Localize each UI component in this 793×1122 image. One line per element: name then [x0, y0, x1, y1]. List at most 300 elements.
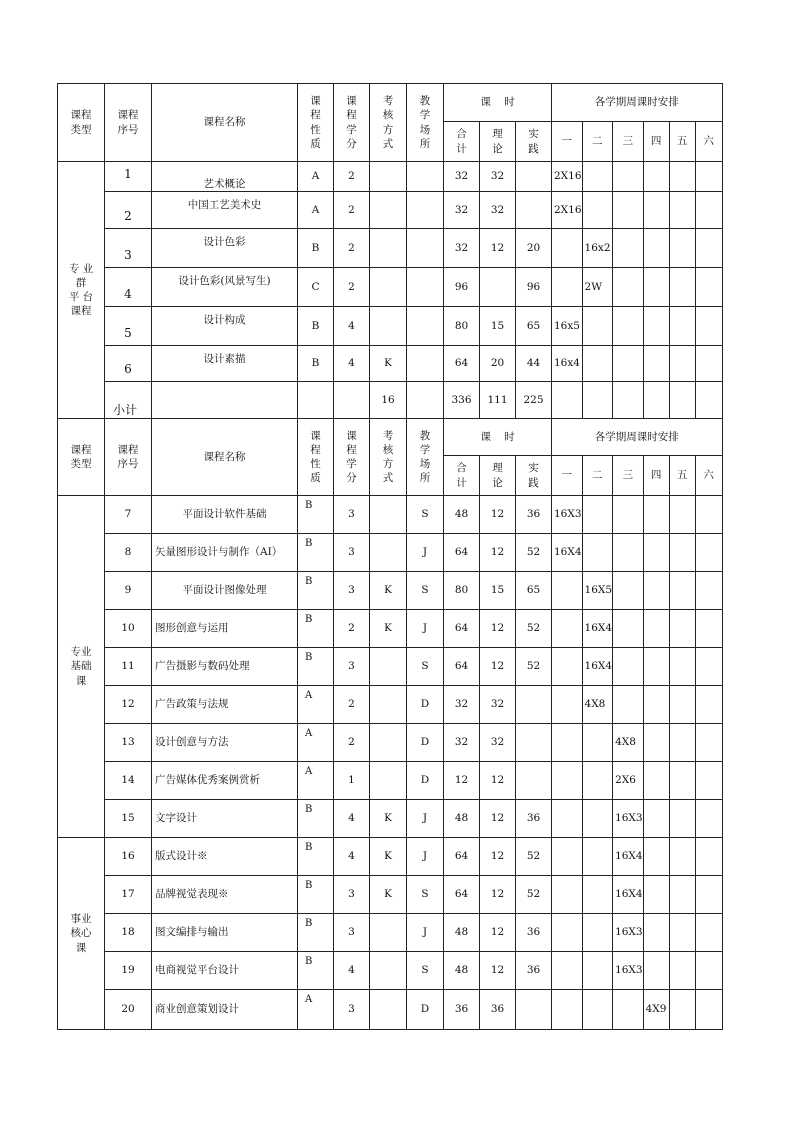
cell-nature [298, 534, 334, 572]
cell-hours-total: 48 [444, 952, 480, 990]
cell-term [582, 724, 613, 762]
cell-hours-total: 12 [444, 762, 480, 800]
cell-term [643, 610, 669, 648]
cell-venue [407, 229, 444, 268]
cell-term [643, 534, 669, 572]
cell-seq: 4 [105, 268, 152, 307]
cell-hours-total: 64 [444, 648, 480, 686]
cell-term [643, 762, 669, 800]
cell-hours-theory: 12 [480, 952, 516, 990]
cell-term [669, 914, 695, 952]
cell-term: 2X16 [552, 162, 583, 192]
header-type: 课程 类型 [58, 419, 105, 496]
cell-nature [298, 762, 334, 800]
cell-term [643, 914, 669, 952]
cell-term [552, 572, 583, 610]
cell-term [695, 572, 722, 610]
cell-exam: K [370, 876, 407, 914]
cell-term [552, 838, 583, 876]
cell-term [669, 724, 695, 762]
cell-exam [370, 914, 407, 952]
header-exam: 考 核 方 式 [370, 419, 407, 496]
cell-hours-theory: 12 [480, 229, 516, 268]
cell-hours-total: 64 [444, 838, 480, 876]
cell-term: 2X6 [613, 762, 644, 800]
cell-seq: 1 [105, 162, 152, 192]
header-term: 一 [552, 122, 583, 162]
cell-term [582, 534, 613, 572]
category-core-courses: 事业 核心 课 [58, 838, 105, 1030]
cell-venue: S [407, 572, 444, 610]
header-name: 课程名称 [152, 84, 298, 162]
cell-term [552, 876, 583, 914]
header-semesters: 各学期周课时安排 [552, 419, 723, 456]
header-seq: 课程 序号 [105, 419, 152, 496]
header-type: 课程 类型 [58, 84, 105, 162]
cell-exam: K [370, 346, 407, 382]
cell-term [582, 307, 613, 346]
cell-venue: S [407, 496, 444, 534]
cell-term [695, 610, 722, 648]
cell-venue: J [407, 838, 444, 876]
cell-credit: 2 [334, 610, 370, 648]
cell-seq: 3 [105, 229, 152, 268]
cell-term [669, 952, 695, 990]
cell-term [613, 192, 644, 229]
cell-hours-total: 48 [444, 496, 480, 534]
cell-credit: 3 [334, 572, 370, 610]
subtotal-hours-theory: 111 [480, 382, 516, 419]
subtotal-term-empty [613, 382, 644, 419]
cell-hours-theory: 15 [480, 572, 516, 610]
cell-hours-practice [516, 990, 552, 1030]
nature-mark: B [305, 918, 313, 929]
cell-hours-total: 64 [444, 346, 480, 382]
cell-seq: 16 [105, 838, 152, 876]
cell-term [582, 800, 613, 838]
cell-term: 16X4 [582, 610, 613, 648]
cell-credit: 4 [334, 346, 370, 382]
cell-course-name: 中国工艺美术史 [152, 192, 298, 229]
cell-seq: 13 [105, 724, 152, 762]
cell-hours-practice [516, 686, 552, 724]
header-seq: 课程 序号 [105, 84, 152, 162]
table-row [58, 800, 723, 838]
cell-nature: C [298, 268, 334, 307]
cell-course-name: 文字设计 [152, 800, 298, 838]
cell-seq: 7 [105, 496, 152, 534]
cell-term [695, 876, 722, 914]
cell-seq: 2 [105, 192, 152, 229]
cell-hours-practice [516, 192, 552, 229]
cell-seq: 12 [105, 686, 152, 724]
header-hours: 课 时 [444, 84, 552, 122]
cell-nature: B [298, 229, 334, 268]
cell-credit: 2 [334, 162, 370, 192]
cell-hours-theory: 36 [480, 990, 516, 1030]
cell-term: 16X3 [613, 914, 644, 952]
cell-term: 16X4 [613, 876, 644, 914]
table-row [58, 534, 723, 572]
nature-mark: B [305, 538, 313, 549]
cell-nature [298, 648, 334, 686]
cell-exam [370, 686, 407, 724]
cell-exam [370, 268, 407, 307]
cell-term [613, 572, 644, 610]
cell-nature [298, 724, 334, 762]
cell-term: 4X8 [582, 686, 613, 724]
cell-term [582, 838, 613, 876]
cell-hours-practice: 52 [516, 534, 552, 572]
cell-exam [370, 192, 407, 229]
cell-term [582, 192, 613, 229]
subtotal-hours-total: 336 [444, 382, 480, 419]
cell-seq: 10 [105, 610, 152, 648]
cell-hours-theory: 12 [480, 762, 516, 800]
cell-hours-total: 80 [444, 572, 480, 610]
cell-term [695, 952, 722, 990]
cell-term [695, 800, 722, 838]
cell-course-name: 图文编排与输出 [152, 914, 298, 952]
cell-exam [370, 307, 407, 346]
header-venue: 教 学 场 所 [407, 84, 444, 162]
header-hours-total: 合 计 [444, 122, 480, 162]
table-row [58, 572, 723, 610]
subtotal-row [58, 382, 723, 419]
cell-seq: 11 [105, 648, 152, 686]
cell-hours-theory: 32 [480, 192, 516, 229]
cell-hours-theory: 12 [480, 648, 516, 686]
cell-term [643, 876, 669, 914]
cell-term [643, 162, 669, 192]
cell-term [669, 610, 695, 648]
cell-hours-practice: 96 [516, 268, 552, 307]
table-row [58, 496, 723, 534]
header-hours-theory: 理 论 [480, 456, 516, 496]
cell-term [695, 914, 722, 952]
cell-credit: 2 [334, 229, 370, 268]
cell-nature: A [298, 192, 334, 229]
subtotal-term-empty [552, 382, 583, 419]
cell-credit: 3 [334, 990, 370, 1030]
cell-term [643, 346, 669, 382]
cell-exam [370, 496, 407, 534]
cell-term [613, 686, 644, 724]
nature-mark: B [305, 804, 313, 815]
cell-term [695, 838, 722, 876]
cell-venue [407, 192, 444, 229]
cell-hours-total: 64 [444, 610, 480, 648]
header-hours-total: 合 计 [444, 456, 480, 496]
cell-term [582, 162, 613, 192]
cell-nature: A [298, 162, 334, 192]
table-row [58, 307, 723, 346]
cell-course-name: 艺术概论 [152, 162, 298, 192]
cell-term [669, 648, 695, 686]
header-venue: 教 学 场 所 [407, 419, 444, 496]
cell-term [669, 268, 695, 307]
cell-term [643, 572, 669, 610]
cell-exam [370, 229, 407, 268]
cell-hours-theory: 12 [480, 838, 516, 876]
nature-mark: B [305, 842, 313, 853]
cell-term [695, 762, 722, 800]
cell-term [613, 346, 644, 382]
cell-course-name: 广告摄影与数码处理 [152, 648, 298, 686]
cell-exam: K [370, 610, 407, 648]
cell-venue: D [407, 990, 444, 1030]
table-row [58, 192, 723, 229]
cell-seq: 19 [105, 952, 152, 990]
cell-term [552, 268, 583, 307]
cell-term [643, 838, 669, 876]
cell-term [613, 229, 644, 268]
header-hours-practice: 实 践 [516, 456, 552, 496]
cell-term [669, 229, 695, 268]
cell-hours-practice: 52 [516, 838, 552, 876]
cell-term [695, 724, 722, 762]
subtotal-term-empty [669, 382, 695, 419]
cell-term [695, 534, 722, 572]
cell-nature [298, 838, 334, 876]
cell-nature [298, 800, 334, 838]
cell-credit: 2 [334, 192, 370, 229]
cell-hours-total: 36 [444, 990, 480, 1030]
cell-term: 16X4 [613, 838, 644, 876]
cell-term [695, 496, 722, 534]
cell-nature [298, 686, 334, 724]
cell-term [669, 686, 695, 724]
cell-seq: 9 [105, 572, 152, 610]
header-nature: 课 程 性 质 [298, 84, 334, 162]
cell-term: 16X3 [613, 800, 644, 838]
cell-seq: 8 [105, 534, 152, 572]
cell-credit: 1 [334, 762, 370, 800]
cell-term [552, 610, 583, 648]
cell-nature [298, 610, 334, 648]
header-term: 六 [695, 456, 722, 496]
cell-term [552, 914, 583, 952]
cell-credit: 4 [334, 800, 370, 838]
header-credit: 课 程 学 分 [334, 419, 370, 496]
table-row [58, 952, 723, 990]
header-nature: 课 程 性 质 [298, 419, 334, 496]
cell-hours-practice [516, 724, 552, 762]
cell-venue [407, 307, 444, 346]
cell-hours-practice: 52 [516, 876, 552, 914]
cell-term: 16x2 [582, 229, 613, 268]
header-hours-practice: 实 践 [516, 122, 552, 162]
cell-term [643, 686, 669, 724]
subtotal-term-empty [582, 382, 613, 419]
cell-venue: J [407, 800, 444, 838]
cell-term: 16X3 [613, 952, 644, 990]
cell-term [669, 876, 695, 914]
cell-term [695, 162, 722, 192]
cell-hours-practice: 36 [516, 800, 552, 838]
cell-course-name: 广告政策与法规 [152, 686, 298, 724]
cell-hours-total: 80 [444, 307, 480, 346]
cell-hours-total: 32 [444, 162, 480, 192]
header-term: 六 [695, 122, 722, 162]
cell-term [669, 800, 695, 838]
table-body [58, 84, 723, 1030]
cell-nature: B [298, 307, 334, 346]
cell-exam [370, 162, 407, 192]
cell-term [695, 686, 722, 724]
cell-hours-total: 48 [444, 914, 480, 952]
cell-hours-theory: 12 [480, 496, 516, 534]
cell-term [582, 762, 613, 800]
cell-seq: 17 [105, 876, 152, 914]
cell-credit: 2 [334, 686, 370, 724]
cell-hours-theory: 12 [480, 610, 516, 648]
table-row [58, 838, 723, 876]
cell-term [669, 162, 695, 192]
subtotal-nature-empty [298, 382, 334, 419]
header-row [58, 84, 723, 122]
cell-course-name: 图形创意与运用 [152, 610, 298, 648]
cell-course-name: 广告媒体优秀案例赏析 [152, 762, 298, 800]
cell-credit: 4 [334, 307, 370, 346]
header-exam: 考 核 方 式 [370, 84, 407, 162]
cell-term [613, 307, 644, 346]
nature-mark: B [305, 614, 313, 625]
cell-course-name: 设计创意与方法 [152, 724, 298, 762]
cell-venue [407, 346, 444, 382]
nature-mark: B [305, 652, 313, 663]
cell-term [613, 990, 644, 1030]
cell-term [695, 346, 722, 382]
nature-mark: A [305, 766, 313, 777]
nature-mark: B [305, 956, 313, 967]
table-row [58, 610, 723, 648]
cell-nature [298, 876, 334, 914]
header-term: 一 [552, 456, 583, 496]
header-credit: 课 程 学 分 [334, 84, 370, 162]
header-term: 二 [582, 456, 613, 496]
cell-hours-total: 96 [444, 268, 480, 307]
cell-course-name: 平面设计软件基础 [152, 496, 298, 534]
header-term: 三 [613, 122, 644, 162]
header-hours: 课 时 [444, 419, 552, 456]
table-row [58, 648, 723, 686]
subtotal-credit: 16 [370, 382, 407, 419]
cell-term [552, 990, 583, 1030]
cell-hours-theory: 12 [480, 800, 516, 838]
cell-term [552, 952, 583, 990]
cell-nature [298, 572, 334, 610]
cell-credit: 4 [334, 838, 370, 876]
subtotal-venue-empty [407, 382, 444, 419]
cell-term [695, 990, 722, 1030]
cell-term [669, 496, 695, 534]
cell-seq: 6 [105, 346, 152, 382]
cell-nature: B [298, 346, 334, 382]
cell-credit: 4 [334, 952, 370, 990]
cell-hours-total: 64 [444, 876, 480, 914]
cell-venue [407, 268, 444, 307]
table-row [58, 914, 723, 952]
cell-exam [370, 952, 407, 990]
cell-term [613, 162, 644, 192]
cell-venue: J [407, 610, 444, 648]
cell-hours-practice: 20 [516, 229, 552, 268]
header-term: 二 [582, 122, 613, 162]
cell-nature [298, 496, 334, 534]
cell-hours-theory: 12 [480, 914, 516, 952]
cell-term [643, 192, 669, 229]
table-row [58, 762, 723, 800]
cell-seq: 18 [105, 914, 152, 952]
cell-term [669, 307, 695, 346]
cell-hours-theory: 32 [480, 724, 516, 762]
cell-credit: 3 [334, 648, 370, 686]
cell-venue: D [407, 724, 444, 762]
cell-term [643, 648, 669, 686]
cell-term [643, 952, 669, 990]
cell-term [643, 307, 669, 346]
cell-hours-practice: 44 [516, 346, 552, 382]
cell-term [643, 496, 669, 534]
nature-mark: B [305, 500, 313, 511]
cell-exam: K [370, 838, 407, 876]
cell-nature [298, 914, 334, 952]
cell-term [669, 346, 695, 382]
cell-term [582, 952, 613, 990]
nature-mark: A [305, 690, 313, 701]
cell-exam [370, 648, 407, 686]
cell-exam: K [370, 800, 407, 838]
cell-term: 2X16 [552, 192, 583, 229]
cell-course-name: 设计色彩 [152, 229, 298, 268]
cell-hours-practice [516, 162, 552, 192]
cell-term [552, 724, 583, 762]
cell-term [552, 229, 583, 268]
cell-term [669, 838, 695, 876]
cell-hours-theory: 15 [480, 307, 516, 346]
cell-hours-theory: 12 [480, 534, 516, 572]
cell-credit: 2 [334, 268, 370, 307]
cell-hours-theory: 12 [480, 876, 516, 914]
table-row [58, 346, 723, 382]
cell-venue: S [407, 648, 444, 686]
cell-course-name: 商业创意策划设计 [152, 990, 298, 1030]
header-term: 四 [643, 122, 669, 162]
table-row [58, 724, 723, 762]
nature-mark: B [305, 880, 313, 891]
header-term: 五 [669, 122, 695, 162]
cell-term [669, 572, 695, 610]
cell-course-name: 品牌视觉表现※ [152, 876, 298, 914]
cell-term [695, 268, 722, 307]
cell-hours-practice: 52 [516, 610, 552, 648]
cell-credit: 3 [334, 914, 370, 952]
cell-term [613, 534, 644, 572]
cell-credit: 2 [334, 724, 370, 762]
cell-course-name: 矢量图形设计与制作（AI） [152, 534, 298, 572]
cell-term [582, 990, 613, 1030]
cell-venue: D [407, 686, 444, 724]
cell-nature [298, 952, 334, 990]
cell-exam [370, 990, 407, 1030]
subtotal-term-empty [695, 382, 722, 419]
cell-hours-total: 64 [444, 534, 480, 572]
cell-course-name: 版式设计※ [152, 838, 298, 876]
cell-hours-total: 32 [444, 724, 480, 762]
cell-hours-total: 32 [444, 229, 480, 268]
cell-term: 16X4 [582, 648, 613, 686]
